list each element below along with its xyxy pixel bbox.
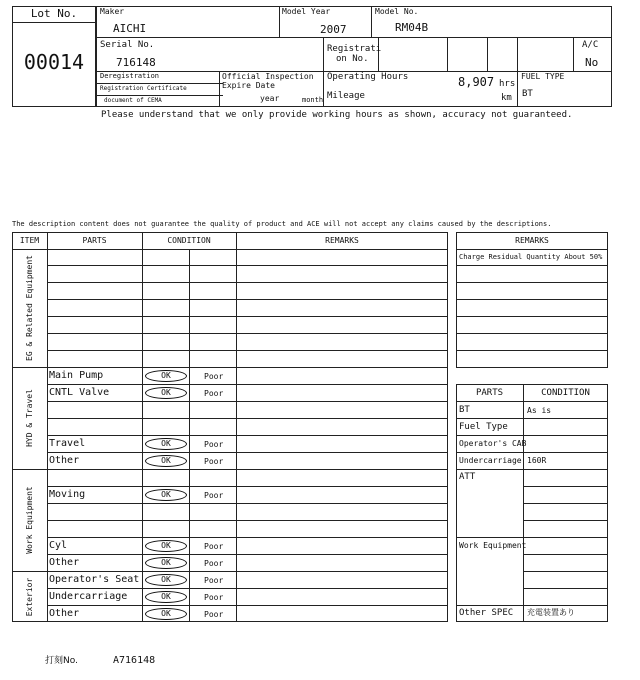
undercarriage-row-label: Undercarriage: [459, 456, 522, 465]
poor-option: Poor: [204, 542, 224, 551]
ok-mark: OK: [145, 370, 187, 382]
col-condition-header: CONDITION: [167, 236, 211, 245]
poor-option: Poor: [204, 389, 224, 398]
part-hyd-other: Other: [49, 455, 80, 466]
model-year-value: 2007: [320, 23, 347, 36]
section-hyd-label: HYD & Travel: [25, 389, 34, 447]
registration-no-label-2: on No.: [336, 54, 369, 64]
operators-cab-label: Operator's CAB: [459, 439, 527, 448]
condition-col-header: CONDITION: [541, 388, 590, 398]
official-inspection-label-1: Official Inspection: [222, 72, 314, 81]
registration-certificate-label: Registration Certificate: [100, 85, 187, 92]
poor-option: Poor: [204, 491, 224, 500]
part-main-pump: Main Pump: [49, 370, 104, 381]
official-inspection-label-2: Expire Date: [222, 81, 275, 90]
deregistration-label: Deregistration: [100, 72, 160, 80]
part-cyl: Cyl: [49, 540, 68, 551]
section-eg-label: EG & Related Equipment: [25, 255, 34, 361]
lot-no-label: Lot No.: [30, 7, 78, 20]
poor-option: Poor: [204, 440, 224, 449]
model-year-label: Model Year: [282, 7, 331, 16]
part-operators-seat: Operator's Seat: [49, 574, 140, 585]
part-moving: Moving: [49, 489, 86, 500]
fuel-type-label: FUEL TYPE: [521, 72, 565, 81]
stamp-no-value: A716148: [113, 655, 156, 666]
working-hours-note: Please understand that we only provide working hours as shown, accuracy not guaranteed.: [101, 110, 573, 120]
year-label: year: [260, 94, 280, 103]
model-no-label: Model No.: [375, 7, 419, 16]
bt-label: BT: [459, 405, 470, 415]
mileage-label: Mileage: [327, 91, 365, 101]
part-undercarriage: Undercarriage: [49, 591, 128, 602]
description-note: The description content does not guarantee the quality of product and ACE will not accept any claims caused by the descriptions.: [12, 220, 552, 228]
poor-option: Poor: [204, 457, 224, 466]
part-cntl-valve: CNTL Valve: [49, 387, 110, 398]
operating-hours-value: 8,907: [458, 75, 495, 89]
col-parts-header: PARTS: [82, 236, 107, 245]
hrs-label: hrs: [499, 79, 516, 89]
operating-hours-label: Operating Hours: [327, 72, 409, 82]
undercarriage-row-value: 160R: [527, 456, 547, 465]
fuel-type-value: BT: [522, 89, 533, 99]
stamp-no-label: 打刻No.: [45, 656, 78, 666]
part-ext-other: Other: [49, 608, 80, 619]
lot-no-value: 00014: [23, 50, 85, 74]
ok-mark: OK: [145, 387, 187, 399]
section-exterior-label: Exterior: [25, 577, 34, 617]
work-equipment-label: Work Equipment: [459, 541, 527, 550]
month-label: month: [302, 96, 324, 104]
ac-value: No: [585, 56, 599, 69]
fuel-type-row-label: Fuel Type: [459, 422, 508, 432]
parts-col-header: PARTS: [475, 388, 504, 398]
ok-mark: OK: [145, 540, 187, 552]
remarks-box-title: REMARKS: [515, 236, 549, 245]
ok-mark: OK: [145, 455, 187, 467]
serial-no-label: Serial No.: [100, 40, 155, 50]
col-item-header: ITEM: [19, 236, 40, 245]
remarks-line-1: Charge Residual Quantity About 50%: [459, 253, 603, 261]
maker-value: AICHI: [113, 22, 147, 35]
document-cema-label: document of CEMA: [104, 97, 162, 104]
poor-option: Poor: [204, 610, 224, 619]
km-label: km: [501, 93, 512, 103]
part-travel: Travel: [49, 438, 86, 449]
maker-label: Maker: [100, 7, 125, 16]
poor-option: Poor: [204, 559, 224, 568]
poor-option: Poor: [204, 593, 224, 602]
bt-value: As is: [527, 406, 552, 415]
att-label: ATT: [459, 472, 476, 482]
ok-mark: OK: [145, 608, 187, 620]
ok-mark: OK: [145, 574, 187, 586]
serial-no-value: 716148: [116, 56, 156, 69]
model-no-value: RM04B: [395, 21, 429, 34]
other-spec-value: 充電装置あり: [527, 608, 575, 617]
registration-no-label-1: Registrati: [327, 44, 382, 54]
section-work-label: Work Equipment: [25, 486, 34, 554]
ok-mark: OK: [145, 438, 187, 450]
poor-option: Poor: [204, 372, 224, 381]
col-remarks-header: REMARKS: [325, 236, 359, 245]
ok-mark: OK: [145, 591, 187, 603]
part-work-other: Other: [49, 557, 80, 568]
poor-option: Poor: [204, 576, 224, 585]
ok-mark: OK: [145, 557, 187, 569]
other-spec-label: Other SPEC: [459, 608, 514, 618]
ac-label: A/C: [582, 40, 599, 50]
ok-mark: OK: [145, 489, 187, 501]
